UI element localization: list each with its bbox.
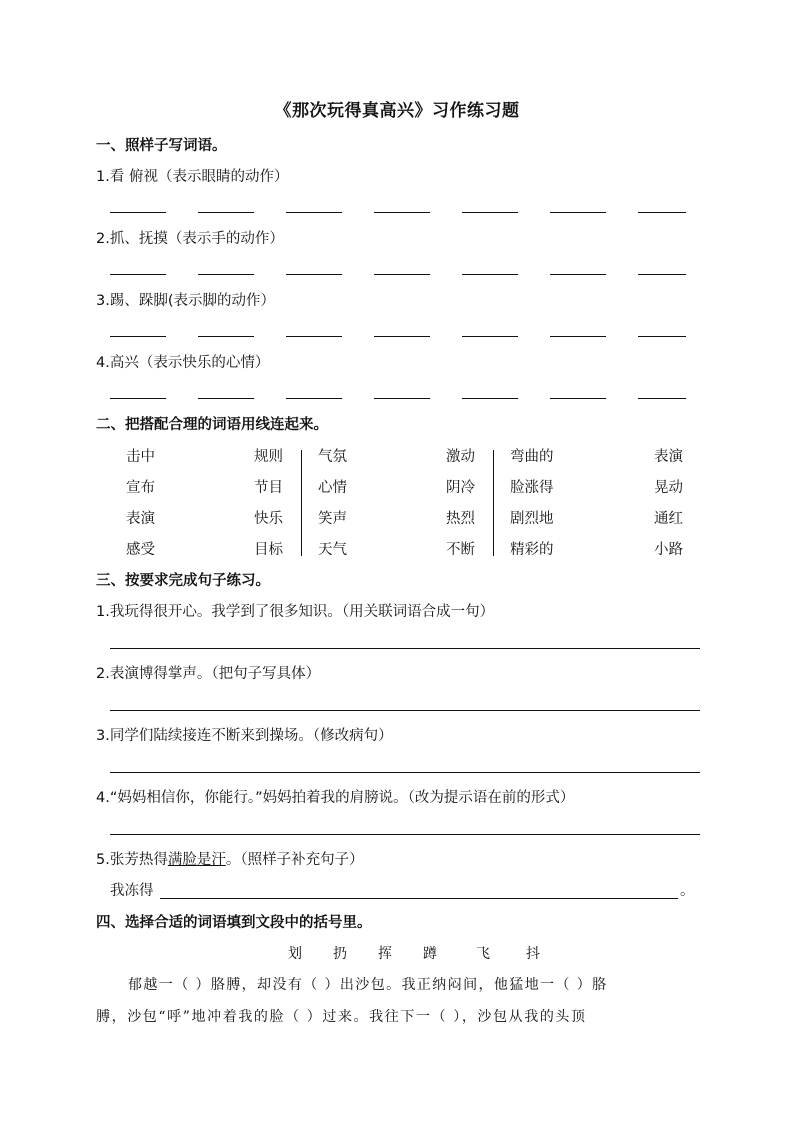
section2-heading: 二、把搭配合理的词语用线连起来。: [96, 417, 328, 433]
column-divider: [493, 450, 494, 556]
match-word[interactable]: 阴冷: [446, 480, 475, 496]
match-word[interactable]: 心情: [318, 480, 347, 496]
answer-line[interactable]: [110, 834, 700, 835]
match-word[interactable]: 通红: [654, 511, 683, 527]
match-word[interactable]: 表演: [654, 449, 683, 465]
item5-prefix: 5.张芳热得: [96, 852, 168, 868]
section1-item-2: 2.抓、抚摸（表示手的动作）: [96, 231, 284, 247]
match-word[interactable]: 晃动: [654, 480, 683, 496]
option-word: 扔: [333, 946, 347, 962]
option-word: 蹲: [423, 946, 437, 962]
section1-item-3: 3.踢、跺脚(表示脚的动作）: [96, 293, 275, 309]
match-word[interactable]: 剧烈地: [510, 511, 554, 527]
option-word: 划: [288, 946, 302, 962]
section3-item-5: [96, 848, 364, 869]
item5-suffix: 。（照样子补充句子）: [225, 852, 364, 868]
match-word[interactable]: 天气: [318, 542, 347, 558]
section3-item-3: 3.同学们陆续接连不断来到操场。（修改病句）: [96, 728, 393, 744]
section4-heading: 四、选择合适的词语填到文段中的括号里。: [96, 915, 372, 931]
match-word[interactable]: 击中: [126, 449, 155, 465]
match-word[interactable]: 热烈: [446, 511, 475, 527]
match-word[interactable]: 快乐: [254, 511, 283, 527]
match-word[interactable]: 目标: [254, 542, 283, 558]
section1-item-1: 1.看 俯视（表示眼睛的动作）: [96, 169, 289, 185]
match-word[interactable]: 激动: [446, 449, 475, 465]
passage-line-2: 膊，沙包“呼”地冲着我的脸（ ）过来。我往下一（ ），沙包从我的头顶: [96, 1009, 587, 1025]
option-word: 挥: [378, 946, 392, 962]
section3-item-2: 2.表演博得掌声。（把句子写具体）: [96, 666, 321, 682]
match-word[interactable]: 规则: [254, 449, 283, 465]
section3-heading: 三、按要求完成句子练习。: [96, 573, 270, 589]
match-word[interactable]: 脸涨得: [510, 480, 554, 496]
answer-line[interactable]: [110, 648, 700, 649]
item5-fill-prefix: 我冻得: [110, 883, 154, 899]
item5-example-underlined: 满脸是汗: [167, 852, 226, 868]
option-word: 抖: [526, 946, 540, 962]
match-word[interactable]: 气氛: [318, 449, 347, 465]
answer-line[interactable]: [110, 710, 700, 711]
match-word[interactable]: 感受: [126, 542, 155, 558]
match-word[interactable]: 表演: [126, 511, 155, 527]
match-word[interactable]: 节目: [254, 480, 283, 496]
option-word: 飞: [476, 946, 490, 962]
section1-heading: 一、照样子写词语。: [96, 138, 227, 154]
page-title: 《那次玩得真高兴》习作练习题: [274, 101, 520, 121]
match-word[interactable]: 精彩的: [510, 542, 554, 558]
item5-fill-suffix: 。: [680, 883, 695, 899]
section3-item-4: 4.“妈妈相信你，你能行。”妈妈拍着我的肩膀说。（改为提示语在前的形式）: [96, 790, 575, 806]
item5-answer-line[interactable]: [160, 898, 678, 899]
match-word[interactable]: 弯曲的: [510, 449, 554, 465]
section3-item-1: 1.我玩得很开心。我学到了很多知识。（用关联词语合成一句）: [96, 604, 495, 620]
column-divider: [301, 450, 302, 556]
passage-line-1: 郁越一（ ）胳膊，却没有（ ）出沙包。我正纳闷间，他猛地一（ ）胳: [128, 977, 608, 993]
match-word[interactable]: 不断: [446, 542, 475, 558]
answer-line[interactable]: [110, 772, 700, 773]
match-word[interactable]: 小路: [654, 542, 683, 558]
section1-item-4: 4.高兴（表示快乐的心情）: [96, 355, 270, 371]
match-word[interactable]: 宣布: [126, 480, 155, 496]
match-word[interactable]: 笑声: [318, 511, 347, 527]
